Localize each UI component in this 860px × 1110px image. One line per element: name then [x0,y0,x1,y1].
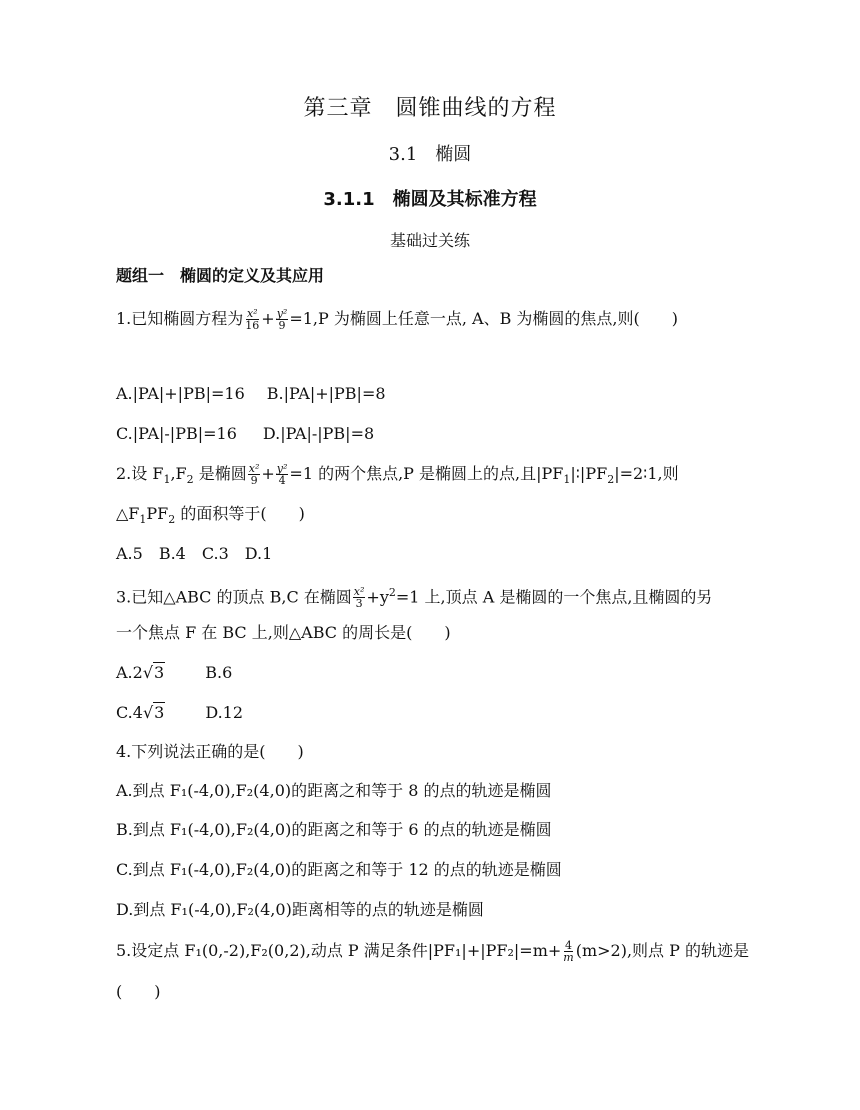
q3-option-a-radicand: 3 [154,663,165,682]
question-1-options-row-2 [116,423,374,445]
practice-level: 基础过关练 [389,231,470,250]
q1-f2-num: y² [276,307,288,320]
q3-option-a-prefix: A.2 [116,663,143,682]
q2-mid1: ,F [170,464,187,483]
q2-line2-a: △F [116,504,140,523]
question-4-stem: 4.下列说法正确的是( ) [116,742,304,761]
q5-f-den: m [563,951,574,964]
q2-plus: + [261,464,275,483]
q3-f-den: 3 [355,597,363,611]
q3-option-b: B.6 [205,663,233,682]
q1-plus: + [261,309,275,328]
question-2-line-2 [116,503,305,531]
q2-sub2: 2 [186,473,194,487]
question-2-options: A.5 B.4 C.3 D.1 [116,544,273,563]
q1-option-a: A.|PA|+|PB|=16 [116,384,245,403]
q2-fraction-2 [276,463,289,486]
q1-option-c: C.|PA|-|PB|=16 [116,424,237,443]
question-4-option-d: D.到点 F₁(-4,0),F₂(4,0)距离相等的点的轨迹是椭圆 [116,900,484,919]
q1-f1-den: 16 [245,319,260,332]
q3-option-c-sqrt: √3 [142,703,165,722]
q2-line2-sub1: 1 [139,513,147,527]
q2-line2-sub2: 2 [168,513,176,527]
question-5-stem [116,940,749,963]
group-title: 题组一 椭圆的定义及其应用 [116,266,325,285]
q2-mid2: 是椭圆 [193,464,247,483]
q1-suffix: =1,P 为椭圆上任意一点, A、B 为椭圆的焦点,则( ) [289,309,678,328]
q1-prefix: 1.已知椭圆方程为 [116,309,244,328]
q3-prefix: 3.已知△ABC 的顶点 B,C 在椭圆 [116,587,352,607]
q2-f2-den: 4 [278,474,286,487]
q2-sub4: 2 [607,473,615,487]
q2-sub1: 1 [163,473,171,487]
q2-f1-den: 9 [250,474,258,487]
q3-f-num: x² [353,585,365,599]
q2-sub3: 1 [563,473,571,487]
q3-mid: +y [366,587,389,607]
question-5-line-2: ( ) [116,982,161,1001]
q3-option-d: D.12 [205,703,244,722]
q2-ratio: |∶|PF [570,464,608,483]
q5-f-num: 4 [565,939,572,952]
question-1-options-row-1 [116,383,386,405]
q3-sup: 2 [388,586,396,599]
q5-prefix: 5.设定点 F₁(0,-2),F₂(0,2),动点 P 满足条件|PF₁|+|PF₂|=m+ [116,941,562,960]
q3-option-c-prefix: C.4 [116,703,143,722]
question-3-stem [116,582,712,609]
q2-suffix: =1 的两个焦点,P 是椭圆上的点,且|PF [289,464,564,483]
q1-f2-den: 9 [278,319,286,332]
q3-option-a-sqrt: √3 [142,663,165,682]
q1-f1-num: x² [246,307,258,320]
q2-tail: |=2∶1,则 [614,464,679,483]
q2-fraction-1 [248,463,261,486]
question-4-option-a: A.到点 F₁(-4,0),F₂(4,0)的距离之和等于 8 的点的轨迹是椭圆 [116,781,552,800]
question-3-options-row-2 [116,702,243,724]
question-3-line-2: 一个焦点 F 在 BC 上,则△ABC 的周长是( ) [116,623,451,642]
question-3-options-row-1 [116,662,232,684]
chapter-title: 第三章 圆锥曲线的方程 [303,96,557,121]
q1-option-b: B.|PA|+|PB|=8 [266,384,386,403]
q5-fraction [562,940,574,963]
q3-fraction [353,586,366,609]
q2-f1-num: x² [248,462,260,475]
q3-suffix: =1 上,顶点 A 是椭圆的一个焦点,且椭圆的另 [395,587,713,607]
section-title: 3.1 椭圆 [388,144,472,165]
q1-option-d: D.|PA|-|PB|=8 [262,424,375,443]
question-4-option-c: C.到点 F₁(-4,0),F₂(4,0)的距离之和等于 12 的点的轨迹是椭圆 [116,860,562,879]
q5-suffix: (m>2),则点 P 的轨迹是 [575,941,749,960]
q2-line2-c: 的面积等于( ) [175,504,305,523]
q3-option-c-radicand: 3 [154,703,165,722]
q2-f2-num: y² [276,462,288,475]
q2-line2-b: PF [146,504,169,523]
q1-fraction-2 [276,308,289,331]
subsection-title: 3.1.1 椭圆及其标准方程 [323,189,537,210]
q1-fraction-1 [244,308,260,331]
q2-prefix: 2.设 F [116,464,164,483]
question-4-option-b: B.到点 F₁(-4,0),F₂(4,0)的距离之和等于 6 的点的轨迹是椭圆 [116,820,552,839]
question-1-stem [116,308,678,331]
question-2-stem [116,463,679,491]
